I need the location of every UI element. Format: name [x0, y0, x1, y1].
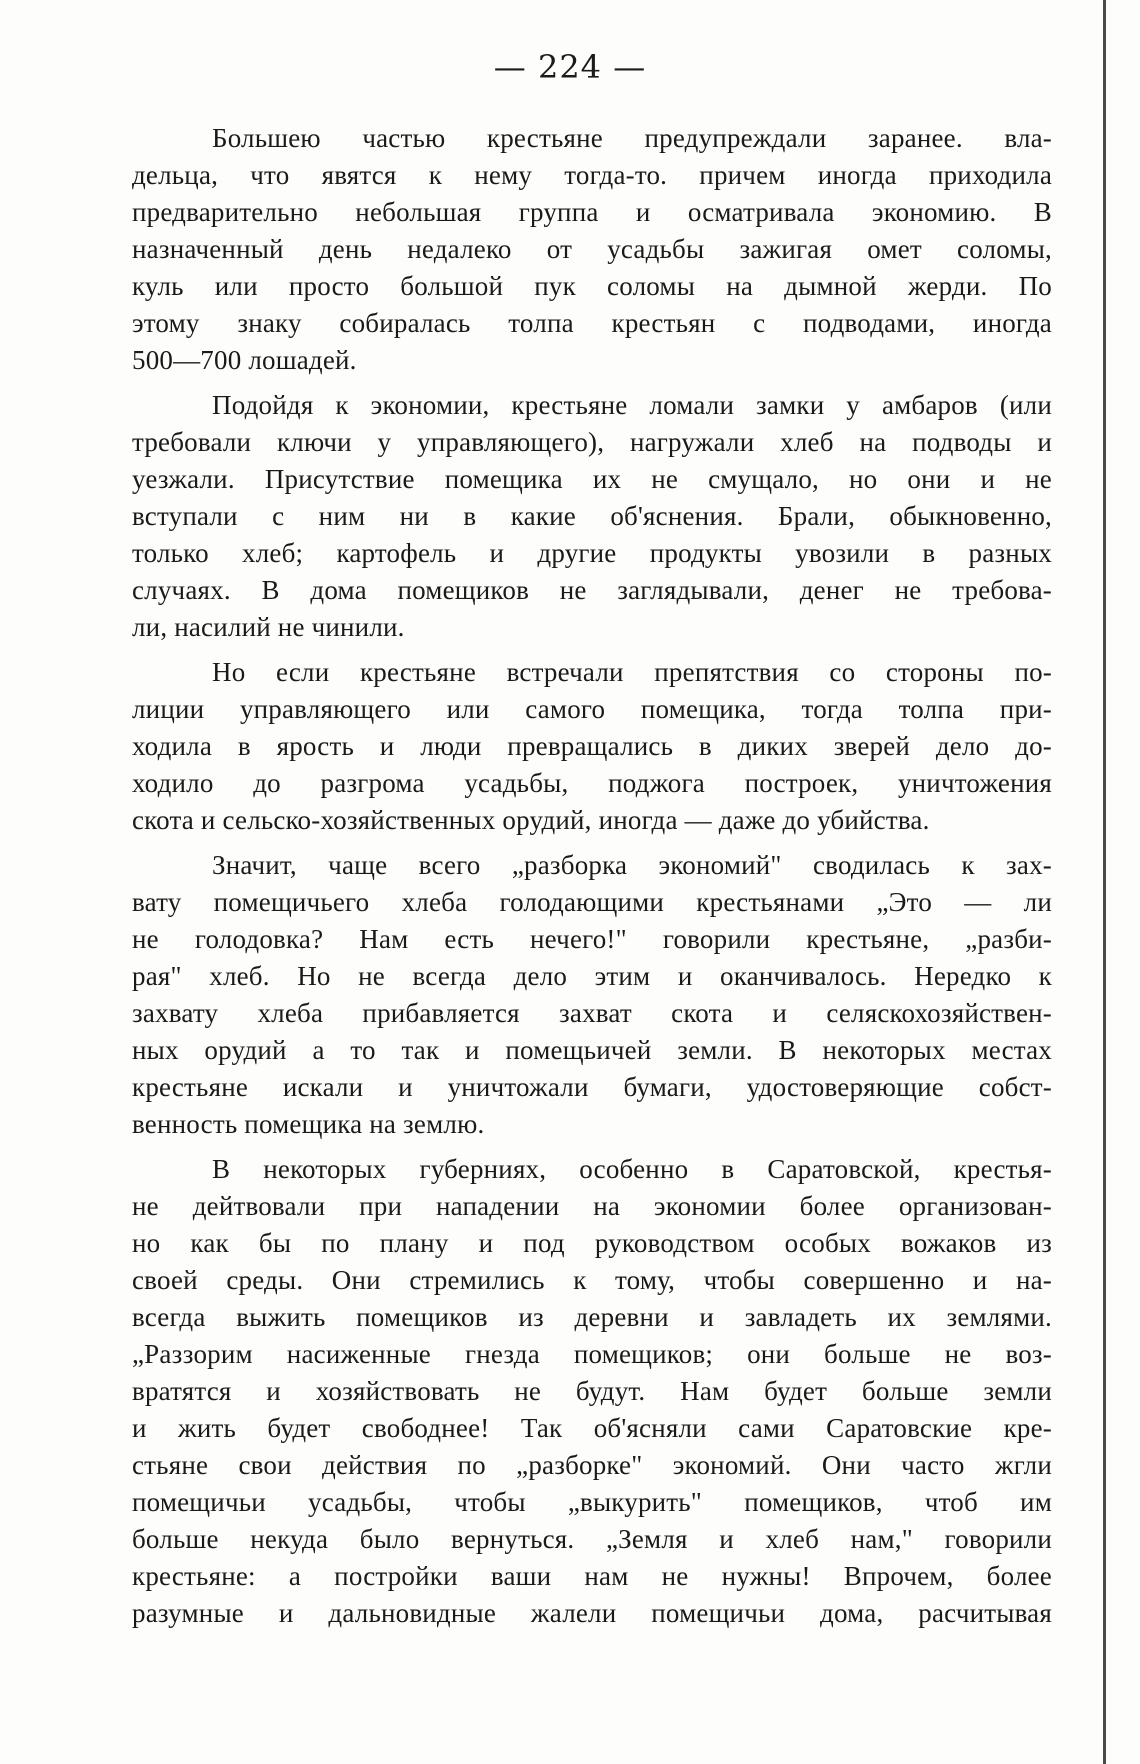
- text-line: и жить будет свободнее! Так об'ясняли сами Саратовские кре-: [132, 1413, 1052, 1443]
- text-line: вату помещичьего хлеба голодающими крестьянами „Это — ли: [132, 887, 1052, 917]
- text-line: В некоторых губерниях, особенно в Саратовской, крестья-: [212, 1154, 1052, 1184]
- text-body: [132, 120, 1052, 1640]
- text-line: вступали с ним ни в какие об'яснения. Брали, обыкновенно,: [132, 501, 1052, 531]
- text-line: не дейтвовали при нападении на экономии более организован-: [132, 1191, 1052, 1221]
- text-line: своей среды. Они стремились к тому, чтобы совершенно и на-: [132, 1265, 1052, 1295]
- text-line: этому знаку собиралась толпа крестьян с подводами, иногда: [132, 308, 1052, 338]
- text-line: всегда выжить помещиков из деревни и завладеть их землями.: [132, 1302, 1052, 1332]
- text-line: разумные и дальновидные жалели помещичьи дома, расчитывая: [132, 1598, 1052, 1628]
- text-line: „Раззорим насиженные гнезда помещиков; они больше не воз-: [132, 1339, 1052, 1369]
- text-line: венность помещика на землю.: [132, 1109, 485, 1139]
- text-line: захвату хлеба прибавляется захват скота и селяскохозяйствен-: [132, 998, 1052, 1028]
- text-line: требовали ключи у управляющего), нагружали хлеб на подводы и: [132, 427, 1052, 457]
- text-line: больше некуда было вернуться. „Земля и хлеб нам," говорили: [132, 1524, 1052, 1554]
- text-line: ходило до разгрома усадьбы, поджога построек, уничтожения: [132, 768, 1052, 798]
- paragraph-3: [132, 654, 1052, 839]
- page-edge-line: [1103, 0, 1106, 1764]
- text-line: вратятся и хозяйствовать не будут. Нам будет больше земли: [132, 1376, 1052, 1406]
- text-line: уезжали. Присутствие помещика их не смущало, но они и не: [132, 464, 1052, 494]
- text-line: Но если крестьяне встречали препятствия со стороны по-: [212, 657, 1052, 687]
- paragraph-5: [132, 1151, 1052, 1632]
- text-line: назначенный день недалеко от усадьбы зажигая омет соломы,: [132, 234, 1052, 264]
- text-line: 500—700 лошадей.: [132, 345, 357, 375]
- text-line: ли, насилий не чинили.: [132, 612, 405, 642]
- page-number: — 224 —: [493, 48, 647, 86]
- text-line: крестьяне искали и уничтожали бумаги, удостоверяющие собст-: [132, 1072, 1052, 1102]
- paragraph-4: [132, 847, 1052, 1143]
- text-line: ных орудий а то так и помещьичей земли. В некоторых местах: [132, 1035, 1052, 1065]
- text-line: Значит, чаще всего „разборка экономий" сводилась к зах-: [212, 850, 1052, 880]
- text-line: рая" хлеб. Но не всегда дело этим и оканчивалось. Нередко к: [132, 961, 1052, 991]
- text-line: лиции управляющего или самого помещика, тогда толпа при-: [132, 694, 1052, 724]
- text-line: скота и сельско-хозяйственных орудий, иногда — даже до убийства.: [132, 805, 930, 835]
- text-line: ходила в ярость и люди превращались в диких зверей дело до-: [132, 731, 1052, 761]
- paragraph-2: [132, 387, 1052, 646]
- text-line: стьяне свои действия по „разборке" экономий. Они часто жгли: [132, 1450, 1052, 1480]
- text-line: предварительно небольшая группа и осматривала экономию. В: [132, 197, 1052, 227]
- text-line: куль или просто большой пук соломы на дымной жерди. По: [132, 271, 1052, 301]
- text-line: случаях. В дома помещиков не заглядывали, денег не требова-: [132, 575, 1052, 605]
- text-line: только хлеб; картофель и другие продукты увозили в разных: [132, 538, 1052, 568]
- text-line: Большею частью крестьяне предупреждали заранее. вла-: [212, 123, 1052, 153]
- text-line: дельца, что явятся к нему тогда-то. причем иногда приходила: [132, 160, 1052, 190]
- paragraph-1: [132, 120, 1052, 379]
- text-line: помещичьи усадьбы, чтобы „выкурить" помещиков, чтоб им: [132, 1487, 1052, 1517]
- text-line: Подойдя к экономии, крестьяне ломали замки у амбаров (или: [212, 390, 1052, 420]
- text-line: крестьяне: а постройки ваши нам не нужны! Впрочем, более: [132, 1561, 1052, 1591]
- text-line: но как бы по плану и под руководством особых вожаков из: [132, 1228, 1052, 1258]
- text-line: не голодовка? Нам есть нечего!" говорили крестьяне, „разби-: [132, 924, 1052, 954]
